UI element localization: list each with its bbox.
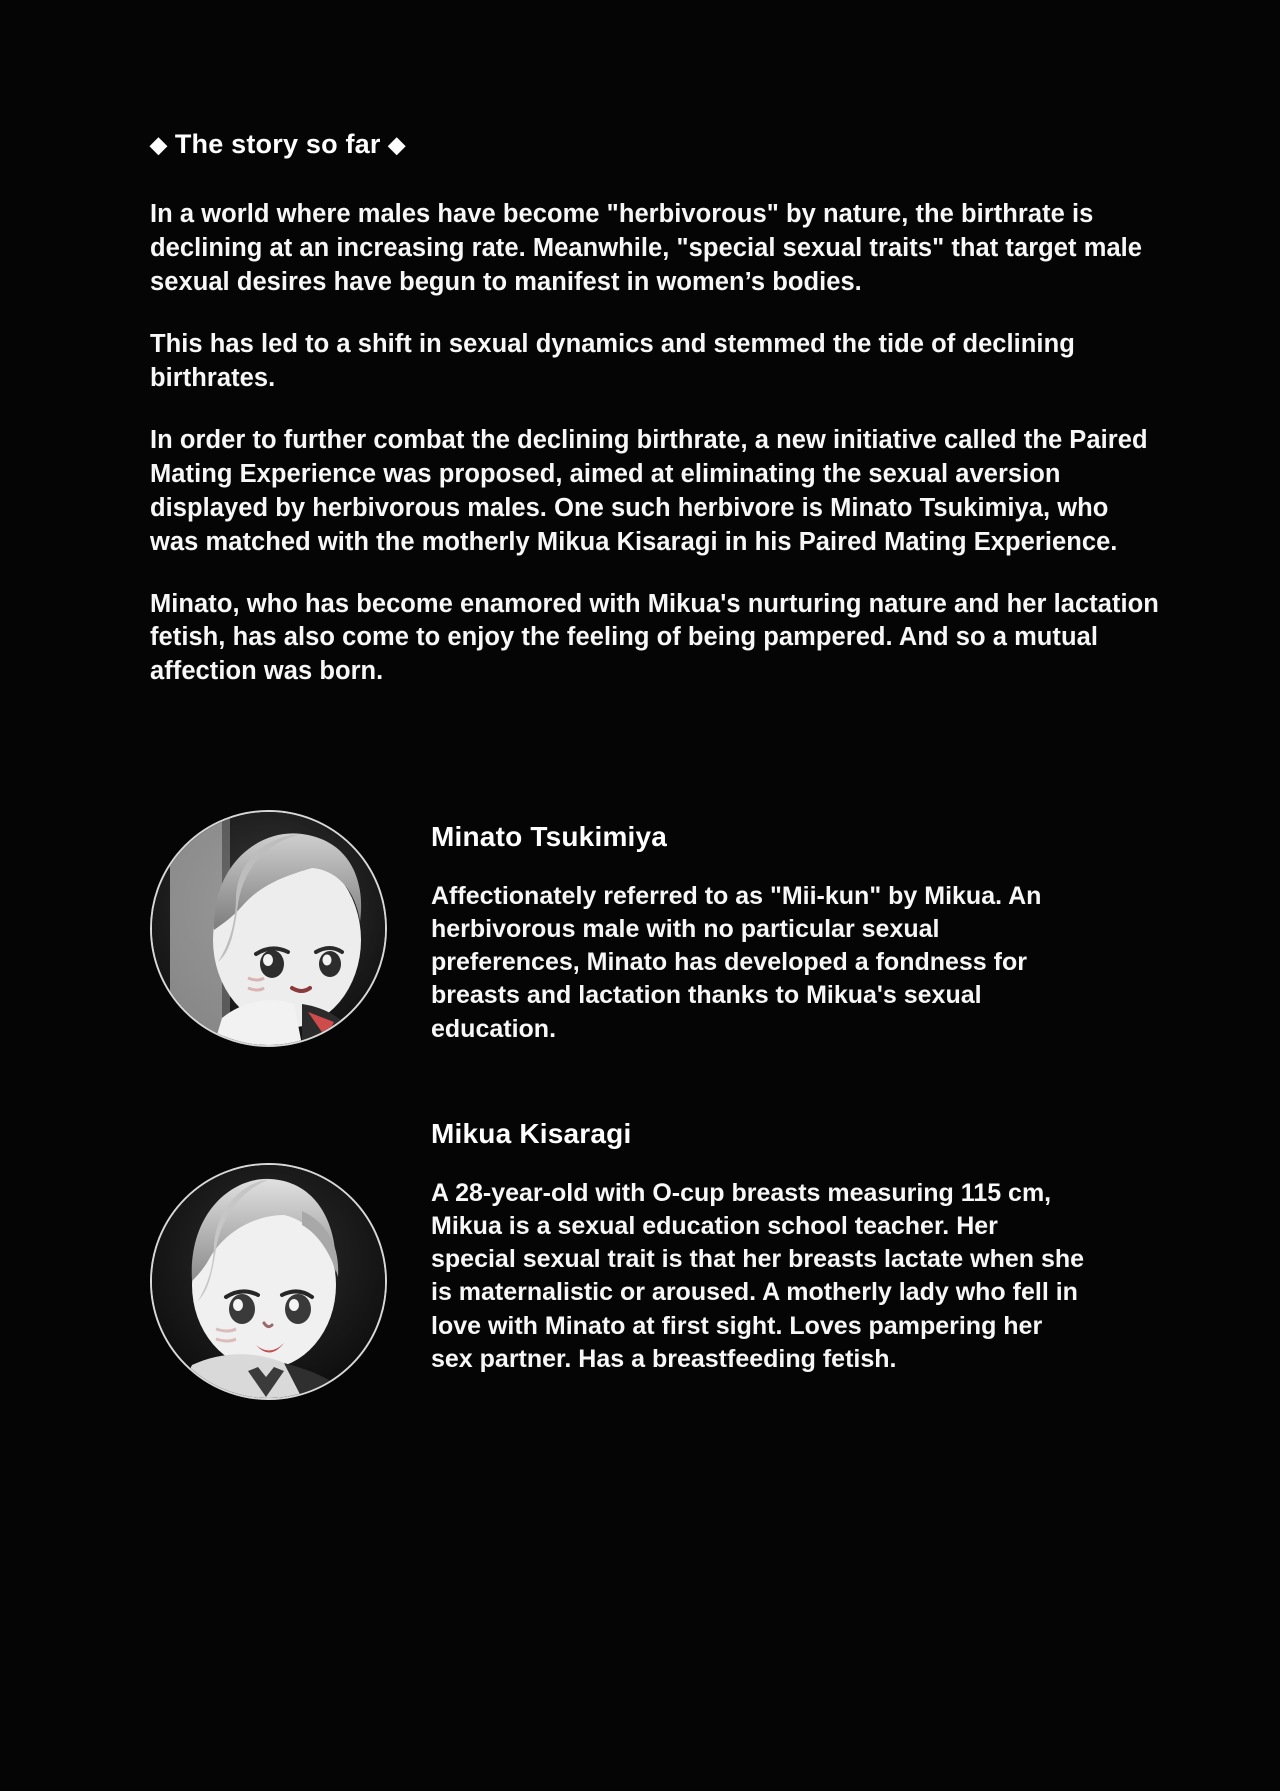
- page-title: [150, 128, 1160, 160]
- story-paragraph: Minato, who has become enamored with Mikua's nurturing nature and her lactation fetish, has also come to enjoy the feeling of being pampered. And so a mutual affection was born.: [150, 589, 1159, 686]
- avatar: [150, 810, 387, 1047]
- character-profile: [0, 810, 1280, 1047]
- portrait-minato-illustration: [152, 812, 385, 1045]
- story-paragraph: In order to further combat the declining birthrate, a new initiative called the Paired Mating Experience was proposed, aimed at eliminating the sexual aversion displayed by herbivorous males. One such herbivore is Minato Tsukimiya, who was matched with the motherly Mikua Kisaragi in his Paired Mating Experience.: [150, 425, 1148, 556]
- story-paragraph: This has led to a shift in sexual dynamics and stemmed the tide of declining birthrates.: [150, 330, 1075, 393]
- avatar: [150, 1163, 387, 1400]
- character-name: Mikua Kisaragi: [431, 1118, 632, 1149]
- character-description: A 28-year-old with O-cup breasts measuring 115 cm, Mikua is a sexual education school teacher. Her special sexual trait is that her breasts lactate when she is maternalistic or aroused. A motherly lady who fell in love with Minato at first sight. Loves pampering her sex partner. Has a breastfeeding fetish.: [431, 1178, 1085, 1373]
- diamond-left-icon: ◆: [150, 132, 168, 157]
- character-profiles: [0, 810, 1280, 1470]
- character-profile: [0, 1117, 1280, 1400]
- page-title-text: The story so far: [174, 129, 381, 159]
- story-content: [150, 128, 1160, 689]
- story-paragraph: In a world where males have become "herbivorous" by nature, the birthrate is declining at an increasing rate. Meanwhile, "special sexual traits" that target male sexual desires have begun to manifest in women’s bodies.: [150, 200, 1143, 297]
- character-name: Minato Tsukimiya: [431, 821, 668, 852]
- diamond-right-icon: ◆: [388, 132, 406, 157]
- profile-text: [387, 810, 1087, 1046]
- profile-text: [387, 1117, 1087, 1376]
- portrait-mikua-illustration: [152, 1165, 385, 1398]
- character-description: Affectionately referred to as "Mii-kun" by Mikua. An herbivorous male with no particular sexual preferences, Minato has developed a fondness for breasts and lactation thanks to Mikua's sexual education.: [431, 881, 1042, 1043]
